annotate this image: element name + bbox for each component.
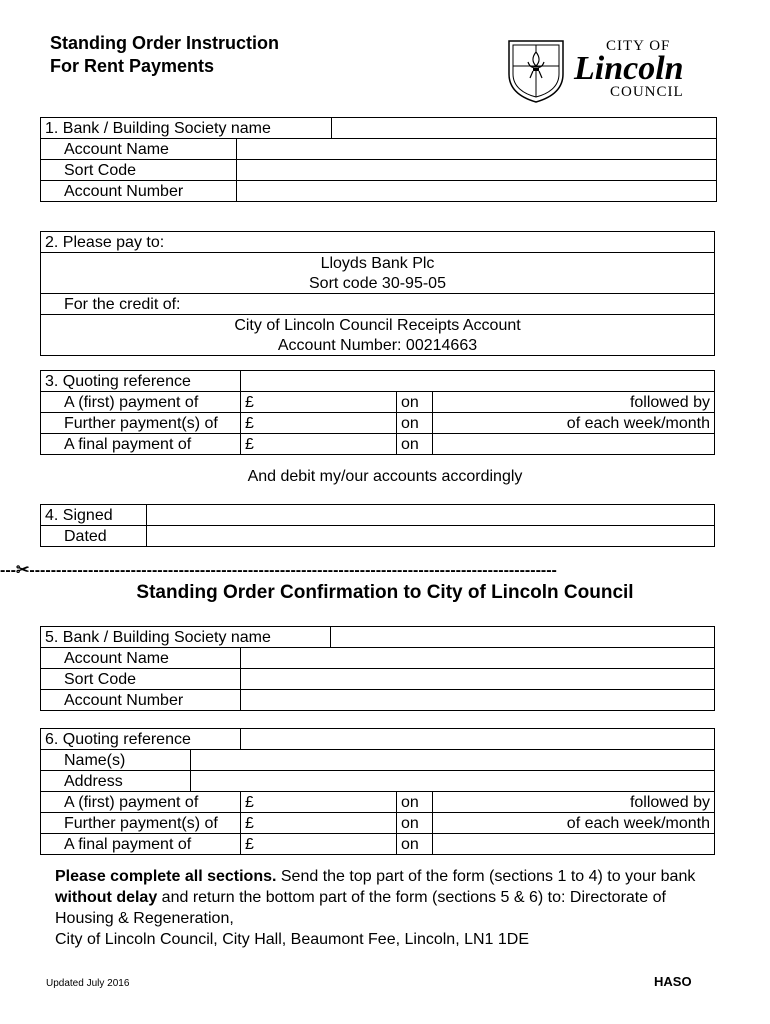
instructions-text-2: and return the bottom part of the form (sections 5 & 6) to: Directorate of Housing & Regeneration,	[55, 889, 666, 927]
further-payment-amount-field[interactable]	[267, 413, 397, 434]
confirmation-title: Standing Order Confirmation to City of Lincoln Council	[136, 582, 634, 603]
instructions-bold-lead: Please complete all sections.	[55, 868, 277, 885]
final-payment-label: A final payment of	[41, 834, 241, 855]
date-field[interactable]	[147, 526, 715, 547]
account-name-label: Account Name	[41, 648, 241, 669]
sort-code-field[interactable]	[241, 669, 715, 690]
section-4-table	[40, 504, 715, 547]
signed-label: 4. Signed	[41, 505, 147, 526]
on-label: on	[397, 392, 433, 413]
payee-account-name: City of Lincoln Council Receipts Account	[41, 315, 715, 336]
account-name-field[interactable]	[237, 139, 717, 160]
bank-name-field[interactable]	[331, 627, 715, 648]
section-2-table	[40, 231, 715, 356]
address-field[interactable]	[191, 771, 715, 792]
names-label: Name(s)	[41, 750, 191, 771]
currency-symbol: £	[241, 392, 267, 413]
bank-name-field[interactable]	[332, 118, 717, 139]
logo-text-city-of: CITY OF	[606, 38, 671, 54]
section-5-heading: 5. Bank / Building Society name	[41, 627, 331, 648]
currency-symbol: £	[241, 834, 277, 855]
final-payment-amount-field[interactable]	[277, 834, 397, 855]
currency-symbol: £	[241, 792, 277, 813]
account-number-label: Account Number	[41, 690, 241, 711]
first-payment-date-field[interactable]	[433, 792, 715, 813]
address-label: Address	[41, 771, 191, 792]
quoting-reference-field[interactable]	[241, 729, 715, 750]
account-number-label: Account Number	[41, 181, 237, 202]
section-2-heading: 2. Please pay to:	[41, 232, 715, 253]
section-3-table	[40, 370, 715, 455]
account-name-field[interactable]	[241, 648, 715, 669]
first-payment-date-field[interactable]	[433, 392, 715, 413]
frequency-label: of each week/month	[566, 814, 710, 832]
logo-text-council: COUNCIL	[610, 84, 684, 100]
section-3-heading: 3. Quoting reference	[41, 371, 241, 392]
account-number-field[interactable]	[237, 181, 717, 202]
currency-symbol: £	[241, 434, 267, 455]
cut-dashes-right: ---------------------------------------------------------------------------------------------------	[29, 562, 557, 579]
sort-code-field[interactable]	[237, 160, 717, 181]
currency-symbol: £	[241, 813, 277, 834]
on-label: on	[397, 434, 433, 455]
first-payment-amount-field[interactable]	[267, 392, 397, 413]
instructions	[55, 866, 725, 950]
debit-instruction: And debit my/our accounts accordingly	[247, 468, 523, 485]
final-payment-date-field[interactable]	[433, 434, 715, 455]
logo-text-lincoln: Lincoln	[574, 50, 684, 87]
scissors-icon: ✂	[15, 562, 30, 579]
form-code: HASO	[654, 974, 692, 989]
cut-line	[0, 560, 770, 580]
followed-by-label: followed by	[629, 793, 710, 811]
final-payment-label: A final payment of	[41, 434, 241, 455]
instructions-bold-emphasis: without delay	[55, 889, 158, 906]
cut-dashes-left: ---	[0, 562, 16, 579]
on-label: on	[397, 813, 433, 834]
sort-code-label: Sort Code	[41, 160, 237, 181]
further-payment-label: Further payment(s) of	[41, 413, 241, 434]
payee-bank: Lloyds Bank Plc	[41, 253, 715, 274]
further-payment-label: Further payment(s) of	[41, 813, 241, 834]
final-payment-amount-field[interactable]	[267, 434, 397, 455]
account-number-field[interactable]	[241, 690, 715, 711]
account-name-label: Account Name	[41, 139, 237, 160]
further-payment-date-field[interactable]	[433, 813, 715, 834]
currency-symbol: £	[241, 413, 267, 434]
further-payment-date-field[interactable]	[433, 413, 715, 434]
frequency-label: of each week/month	[566, 414, 710, 432]
updated-date: Updated July 2016	[46, 978, 130, 989]
payee-account-number: Account Number: 00214663	[41, 335, 715, 356]
signature-field[interactable]	[147, 505, 715, 526]
payee-sort-code: Sort code 30-95-05	[41, 273, 715, 294]
on-label: on	[397, 834, 433, 855]
title-line-2: For Rent Payments	[50, 56, 215, 76]
section-5-table	[40, 626, 715, 711]
first-payment-label: A (first) payment of	[41, 792, 241, 813]
final-payment-date-field[interactable]	[433, 834, 715, 855]
section-6-table	[40, 728, 715, 855]
credit-of-label: For the credit of:	[41, 294, 715, 315]
section-1-heading: 1. Bank / Building Society name	[41, 118, 332, 139]
section-1-table	[40, 117, 717, 202]
shield-icon	[506, 38, 566, 104]
on-label: on	[397, 792, 433, 813]
instructions-text-1: Send the top part of the form (sections 1 to 4) to your bank	[276, 868, 696, 885]
further-payment-amount-field[interactable]	[277, 813, 397, 834]
on-label: on	[397, 413, 433, 434]
return-address: City of Lincoln Council, City Hall, Beaumont Fee, Lincoln, LN1 1DE	[55, 931, 529, 948]
section-6-heading: 6. Quoting reference	[41, 729, 241, 750]
names-field[interactable]	[191, 750, 715, 771]
followed-by-label: followed by	[629, 393, 710, 411]
quoting-reference-field[interactable]	[241, 371, 715, 392]
dated-label: Dated	[41, 526, 147, 547]
first-payment-amount-field[interactable]	[277, 792, 397, 813]
first-payment-label: A (first) payment of	[41, 392, 241, 413]
page-title	[50, 32, 279, 78]
title-line-1: Standing Order Instruction	[50, 33, 280, 53]
sort-code-label: Sort Code	[41, 669, 241, 690]
